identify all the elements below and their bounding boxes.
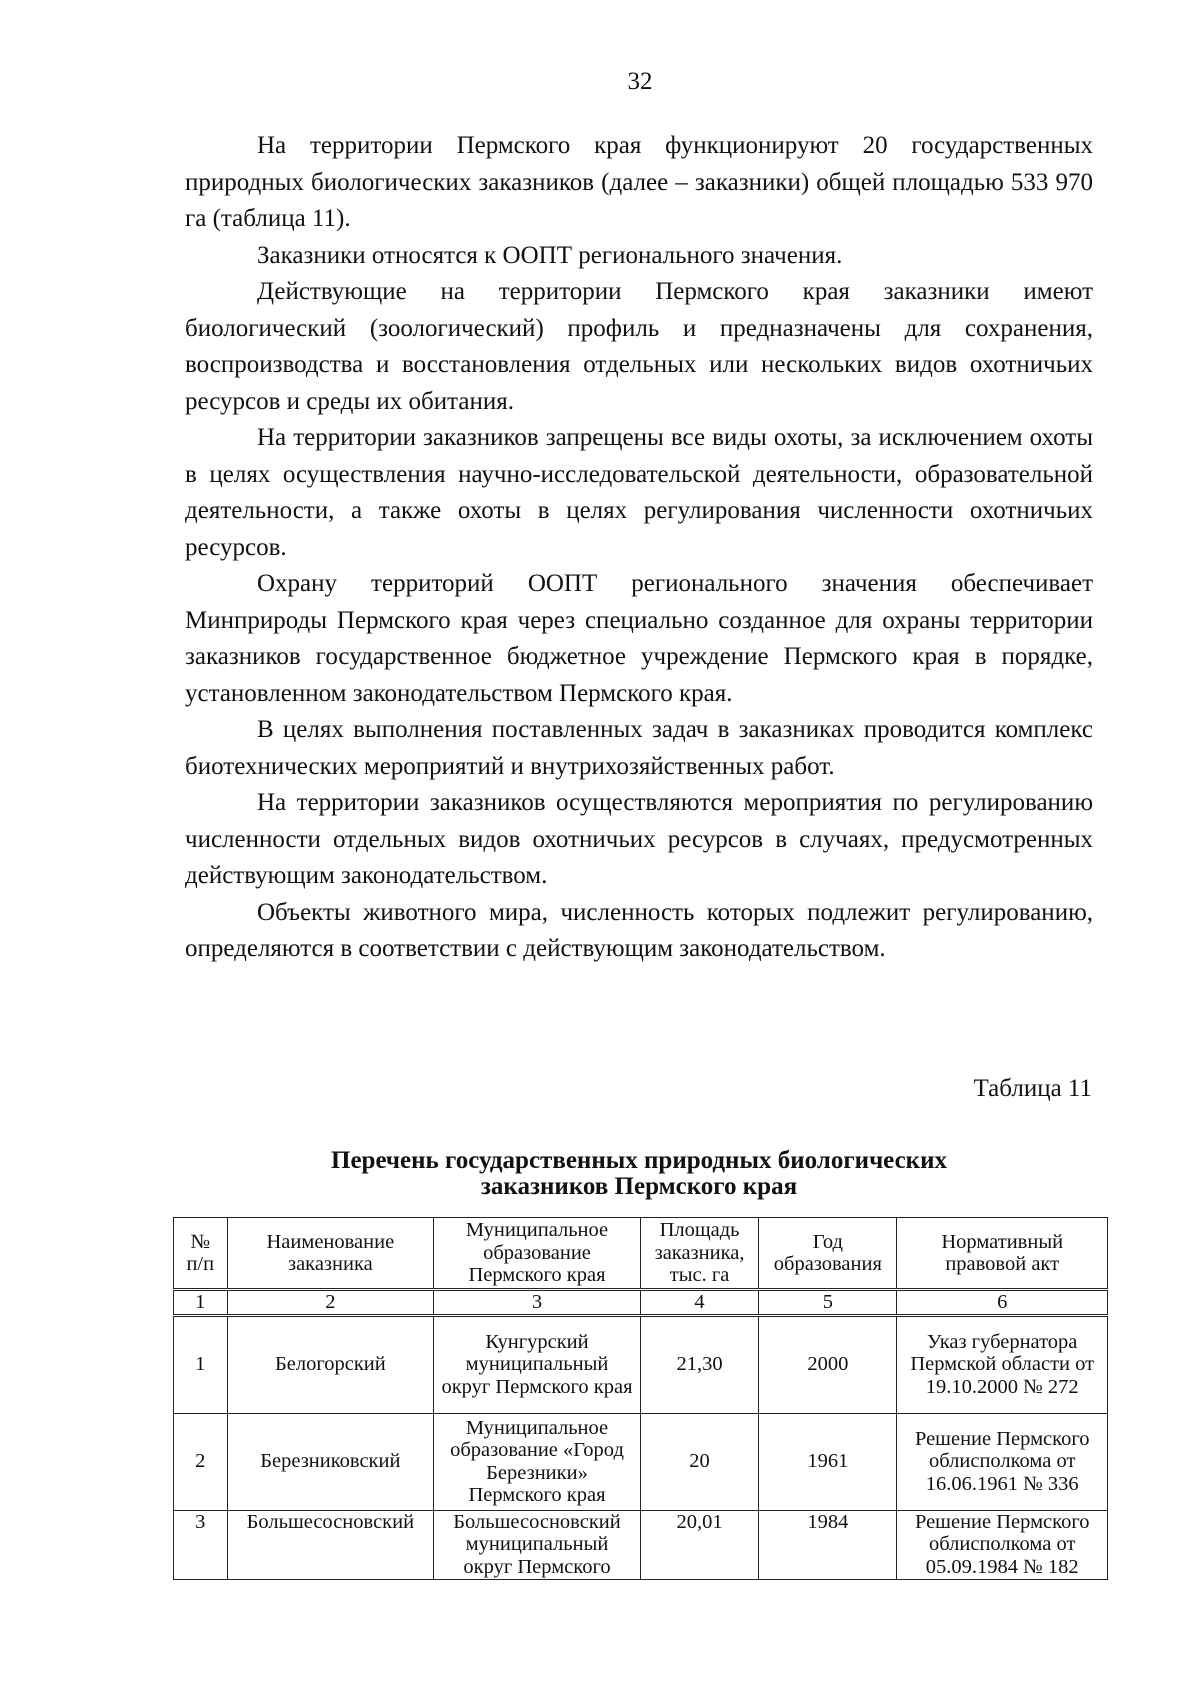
paragraph: Объекты животного мира, численность которых подлежит регулированию, определяются в соответствии с действующим законодательством.: [185, 898, 1093, 962]
table-row: [174, 1413, 1108, 1510]
body-text: [185, 128, 1093, 968]
cell-area: 20,01: [640, 1510, 758, 1579]
cell-legal-act: Указ губернатора Пермской области от 19.10.2000 № 272: [897, 1315, 1108, 1413]
table-title: [185, 1148, 1093, 1200]
page-number: 32: [627, 68, 653, 95]
cell-year: 1961: [759, 1413, 897, 1510]
cell-legal-act: Решение Пермского облисполкома от 05.09.1984 № 182: [897, 1510, 1108, 1579]
cell-number: 1: [174, 1315, 228, 1413]
column-number-row: [174, 1290, 1108, 1316]
cell-year: 2000: [759, 1315, 897, 1413]
cell-name: Березниковский: [227, 1413, 434, 1510]
paragraph: В целях выполнения поставленных задач в заказниках проводится комплекс биотехнических мероприятий и внутрихозяйственных работ.: [185, 716, 1093, 780]
cell-year: 1984: [759, 1510, 897, 1579]
paragraph: Действующие на территории Пермского края заказники имеют биологический (зоологический) профиль и предназначены для сохранения, воспроизводства и восстановления отдельных или нескольких видов охотничьих ресурсов и среды их обитания.: [185, 278, 1093, 415]
column-number: 2: [227, 1290, 434, 1316]
cell-name: Большесосновский: [227, 1510, 434, 1579]
cell-name: Белогорский: [227, 1315, 434, 1413]
table-caption: Таблица 11: [973, 1075, 1092, 1102]
column-number: 6: [897, 1290, 1108, 1316]
paragraph: На территории заказников осуществляются мероприятия по регулированию численности отдельных видов охотничьих ресурсов в случаях, предусмотренных действующим законодательством.: [185, 789, 1093, 889]
paragraph: Охрану территорий ООПТ регионального значения обеспечивает Минприроды Пермского края через специально созданное для охраны территории заказников государственное бюджетное учреждение Пермского края в порядке, установленном законодательством Пермского края.: [185, 570, 1093, 707]
table-row: [174, 1510, 1108, 1579]
header-year: Год образования: [759, 1218, 897, 1290]
table-row: [174, 1315, 1108, 1413]
cell-number: 3: [174, 1510, 228, 1579]
table-title-line: заказников Пермского края: [480, 1173, 798, 1200]
header-area: Площадь заказника, тыс. га: [640, 1218, 758, 1290]
cell-area: 20: [640, 1413, 758, 1510]
cell-area: 21,30: [640, 1315, 758, 1413]
cell-municipality: Муниципальное образование «Город Березники» Пермского края: [434, 1413, 641, 1510]
cell-number: 2: [174, 1413, 228, 1510]
table-header-row: [174, 1218, 1108, 1290]
column-number: 1: [174, 1290, 228, 1316]
column-number: 3: [434, 1290, 641, 1316]
cell-municipality: Большесосновский муниципальный округ Пермского: [434, 1510, 641, 1579]
header-municipality: Муниципальное образование Пермского края: [434, 1218, 641, 1290]
column-number: 4: [640, 1290, 758, 1316]
header-legal-act: Нормативный правовой акт: [897, 1218, 1108, 1290]
cell-municipality: Кунгурский муниципальный округ Пермского края: [434, 1315, 641, 1413]
reserves-table: [173, 1217, 1108, 1580]
paragraph: На территории заказников запрещены все виды охоты, за исключением охоты в целях осуществления научно-исследовательской деятельности, образовательной деятельности, а также охоты в целях регулирования численности охотничьих ресурсов.: [185, 424, 1093, 561]
paragraph: На территории Пермского края функционируют 20 государственных природных биологических заказников (далее – заказники) общей площадью 533 970 га (таблица 11).: [185, 132, 1093, 232]
table-title-line: Перечень государственных природных биологических: [331, 1147, 947, 1174]
cell-legal-act: Решение Пермского облисполкома от 16.06.1961 № 336: [897, 1413, 1108, 1510]
header-number: № п/п: [174, 1218, 228, 1290]
header-name: Наименование заказника: [227, 1218, 434, 1290]
paragraph: Заказники относятся к ООПТ регионального значения.: [257, 241, 843, 269]
column-number: 5: [759, 1290, 897, 1316]
